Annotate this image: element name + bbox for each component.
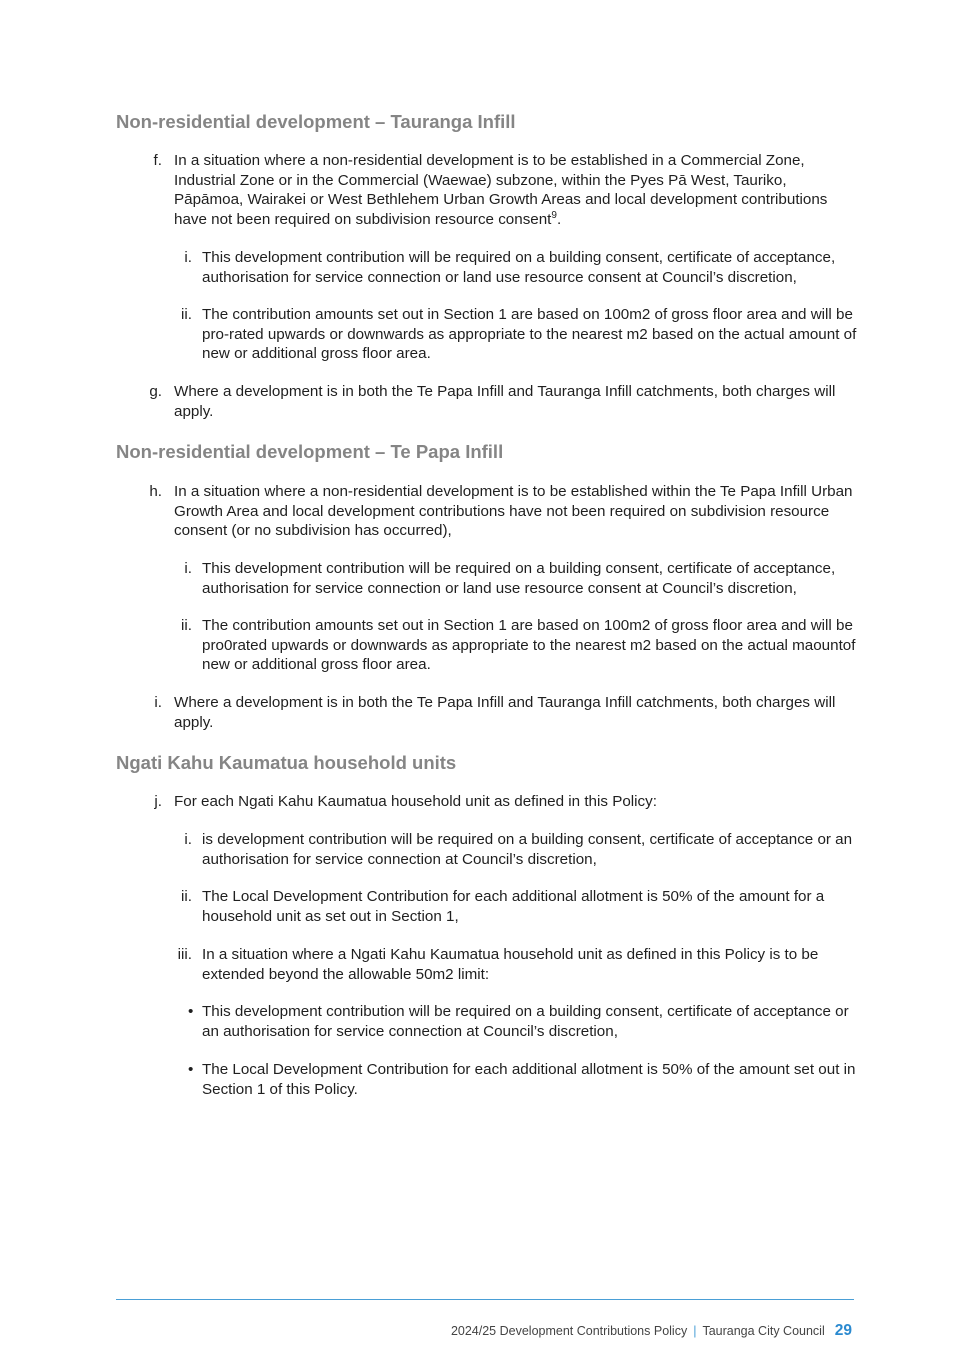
subclause-text: The contribution amounts set out in Section 1 are based on 100m2 of gross floor area and will be pro0rated upwards or downwards as appropriate to the nearest m2 based on the actual maountof new or additional gross floor area. <box>202 617 856 674</box>
bullet-text: The Local Development Contribution for each additional allotment is 50% of the amount set out in Section 1 of this Policy. <box>202 1061 856 1098</box>
subclause-f-ii <box>181 305 858 364</box>
bullet-item <box>188 1002 858 1041</box>
subclause-marker: iii. <box>177 946 192 963</box>
clause-marker: h. <box>149 483 162 500</box>
clause-i <box>154 693 854 732</box>
clause-text: Where a development is in both the Te Papa Infill and Tauranga Infill catchments, both charges will apply. <box>174 383 836 420</box>
clause-marker: j. <box>154 793 162 810</box>
footer-divider <box>116 1299 854 1300</box>
clause-marker: f. <box>153 152 162 169</box>
subclause-h-i <box>184 559 858 598</box>
subclause-marker: ii. <box>181 306 192 323</box>
clause-f <box>153 151 854 229</box>
subclause-f-i <box>184 248 858 287</box>
subclause-text: The Local Development Contribution for each additional allotment is 50% of the amount for a household unit as set out in Section 1, <box>202 888 825 925</box>
section-heading-te-papa-infill: Non-residential development – Te Papa Infill <box>116 441 504 462</box>
subclause-text: The contribution amounts set out in Section 1 are based on 100m2 of gross floor area and will be pro-rated upwards or downwards as appropriate to the nearest m2 based on the actual amount of new or additional gross floor area. <box>202 306 857 363</box>
clause-j <box>154 792 854 812</box>
page-footer <box>451 1322 852 1340</box>
subclause-text: This development contribution will be required on a building consent, certificate of acceptance, authorisation for service connection or land use resource consent at Council’s discretion, <box>202 560 836 597</box>
bullet-marker: • <box>188 1061 194 1078</box>
bullet-text: This development contribution will be required on a building consent, certificate of acceptance or an authorisation for service connection at Council’s discretion, <box>202 1003 849 1040</box>
clause-text: In a situation where a non-residential development is to be established within the Te Papa Infill Urban Growth Area and local development contributions have not been required on subdivision resource consent (or no subdivision has occurred), <box>174 483 853 540</box>
subclause-h-ii <box>181 616 858 675</box>
bullet-marker: • <box>188 1003 194 1020</box>
subclause-marker: i. <box>184 831 192 848</box>
page-number: 29 <box>834 1322 852 1339</box>
subclause-text: is development contribution will be required on a building consent, certificate of acceptance or an authorisation for service connection at Council’s discretion, <box>202 831 853 868</box>
footer-organisation: Tauranga City Council <box>702 1324 825 1338</box>
clause-marker: i. <box>154 694 162 711</box>
subclause-marker: i. <box>184 249 192 266</box>
clause-h <box>149 482 854 541</box>
section-heading-tauranga-infill: Non-residential development – Tauranga Infill <box>116 111 516 132</box>
clause-text: For each Ngati Kahu Kaumatua household unit as defined in this Policy: <box>174 793 657 810</box>
section-heading-ngati-kahu: Ngati Kahu Kaumatua household units <box>116 752 457 773</box>
subclause-j-i <box>184 830 858 869</box>
clause-g <box>149 382 854 421</box>
bullet-item <box>188 1060 858 1099</box>
footer-separator: | <box>693 1324 697 1338</box>
subclause-j-ii <box>181 887 858 926</box>
clause-marker: g. <box>149 383 162 400</box>
clause-text: In a situation where a non-residential development is to be established in a Commercial Zone, Industrial Zone or in the Commercial (Waewae) subzone, within the Pyes Pā West, Tauriko, Pāpāmoa, Wairakei or West Bethlehem Urban Growth Areas and local development contributions have not been required on subdivision resource consent$^9$. <box>174 152 828 228</box>
footnote-reference: 9 <box>551 209 557 221</box>
subclause-j-iii <box>177 945 858 984</box>
subclause-marker: ii. <box>181 617 192 634</box>
subclause-marker: ii. <box>181 888 192 905</box>
subclause-text: In a situation where a Ngati Kahu Kaumatua household unit as defined in this Policy is to be extended beyond the allowable 50m2 limit: <box>202 946 819 983</box>
subclause-marker: i. <box>184 560 192 577</box>
clause-text: Where a development is in both the Te Papa Infill and Tauranga Infill catchments, both charges will apply. <box>174 694 836 731</box>
footer-document-title: 2024/25 Development Contributions Policy <box>450 1324 688 1338</box>
subclause-text: This development contribution will be required on a building consent, certificate of acceptance, authorisation for service connection or land use resource consent at Council’s discretion, <box>202 249 836 286</box>
